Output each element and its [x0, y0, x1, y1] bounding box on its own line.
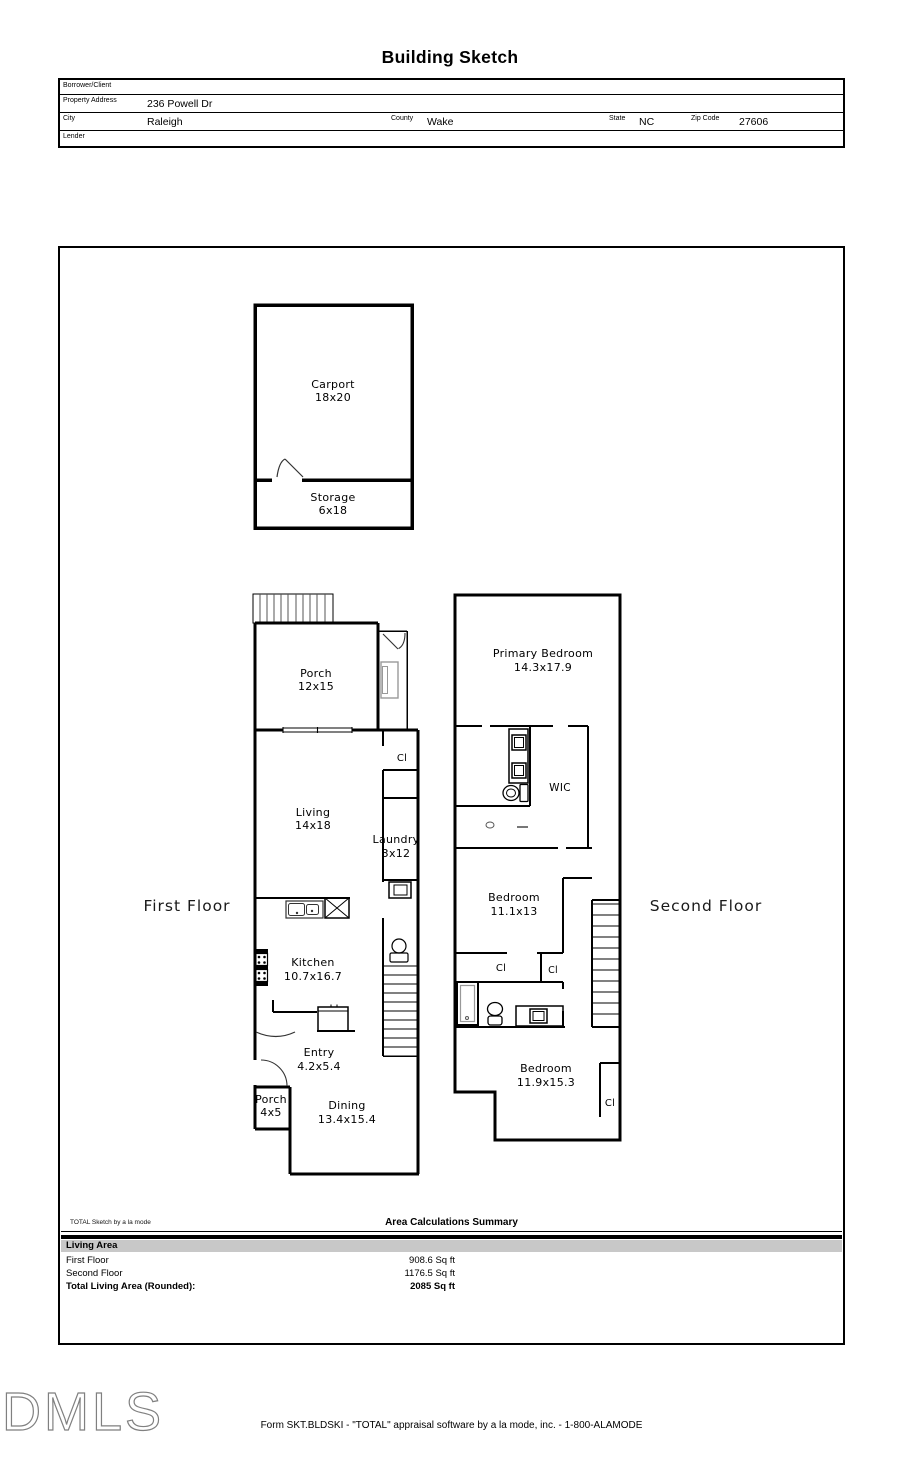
summary-row-label: Second Floor	[66, 1268, 123, 1279]
room-label-porch: Porch	[300, 667, 332, 680]
hall-shower-symbol	[457, 982, 478, 1025]
kitchen-arch	[256, 1032, 295, 1037]
room-dims-dining: 13.4x15.4	[317, 1113, 377, 1126]
wic-label: WIC	[549, 782, 571, 794]
closet-right-label: Cl	[548, 965, 558, 976]
room-dims-kitchen: 10.7x16.7	[283, 970, 343, 983]
nook-shelf-symbol	[381, 662, 398, 698]
toilet-symbol-primary-bath	[503, 785, 528, 802]
room-label-dining: Dining	[328, 1099, 366, 1112]
closet-label-first-floor: Cl	[396, 753, 408, 764]
living-area-section-bar: Living Area	[61, 1240, 842, 1252]
summary-row-label: First Floor	[66, 1255, 109, 1266]
room-label-porch-small: Porch	[255, 1093, 287, 1106]
second-floor-walls	[455, 595, 620, 1140]
kitchen-sink-symbol	[286, 901, 323, 918]
summary-row-value: 908.6 Sq ft	[409, 1255, 455, 1266]
summary-divider-line	[61, 1231, 842, 1232]
property-address-label: Property Address	[63, 97, 117, 104]
form-footer-text: Form SKT.BLDSKI - "TOTAL" appraisal software by a la mode, inc. - 1-800-ALAMODE	[260, 1420, 643, 1431]
toilet-symbol-first-floor	[390, 939, 408, 962]
entry-door-swing	[261, 1060, 287, 1086]
state-value: NC	[639, 116, 655, 128]
toilet-symbol-hall-bath	[488, 1003, 503, 1026]
cooktop-x-symbol	[325, 898, 349, 918]
second-floor-title: Second Floor	[649, 897, 763, 915]
vanity-double-sink-symbol	[509, 729, 528, 783]
nook-door-swing	[383, 633, 405, 649]
zip-code-value: 27606	[739, 116, 769, 128]
city-value: Raleigh	[147, 116, 183, 128]
sketch-branding-text: TOTAL Sketch by a la mode	[70, 1219, 151, 1226]
room-label-bedroom-mid: Bedroom	[488, 891, 540, 904]
room-label-kitchen: Kitchen	[291, 956, 335, 969]
summary-total-label: Total Living Area (Rounded):	[66, 1281, 196, 1292]
room-dims-porch-small: 4x5	[260, 1106, 282, 1119]
shower-fixture-symbols	[486, 822, 528, 828]
hall-vanity-symbol	[516, 1006, 563, 1026]
state-label: State	[609, 115, 626, 122]
room-dims-bedroom-mid: 11.1x13	[490, 905, 538, 918]
county-value: Wake	[427, 116, 454, 128]
room-dims-bedroom-bottom: 11.9x15.3	[516, 1076, 576, 1089]
city-label: City	[63, 115, 76, 122]
property-address-value: 236 Powell Dr	[147, 98, 213, 110]
porch-windows	[283, 727, 352, 734]
summary-row-value: 1176.5 Sq ft	[404, 1268, 455, 1279]
room-dims-primary-bedroom: 14.3x17.9	[513, 661, 573, 674]
room-dims-porch: 12x15	[297, 680, 335, 693]
porch-steps-hatch	[253, 594, 333, 623]
dmls-logo: DMLS	[2, 1382, 165, 1442]
staircase-first-floor	[384, 966, 417, 1047]
room-label-bedroom-bottom: Bedroom	[520, 1062, 572, 1075]
range-burners-symbol	[255, 949, 268, 986]
closet-bottom-label: Cl	[604, 1098, 616, 1109]
room-label-living: Living	[295, 806, 331, 819]
room-label-carport: Carport	[311, 378, 355, 391]
room-label-primary-bedroom: Primary Bedroom	[492, 647, 594, 660]
room-label-laundry: Laundry	[372, 833, 420, 846]
room-label-entry: Entry	[303, 1046, 335, 1059]
room-dims-entry: 4.2x5.4	[297, 1060, 341, 1073]
summary-black-band	[61, 1235, 842, 1239]
room-dims-living: 14x18	[294, 819, 332, 832]
room-dims-carport: 18x20	[314, 391, 352, 404]
room-dims-storage: 6x18	[318, 504, 348, 517]
carport-door-swing	[277, 459, 303, 477]
staircase-second-floor	[593, 904, 619, 1014]
room-label-storage: Storage	[310, 491, 356, 504]
room-dims-laundry: 3x12	[381, 847, 411, 860]
borrower-label: Borrower/Client	[63, 82, 112, 89]
closet-left-label: Cl	[495, 963, 507, 974]
lender-label: Lender	[63, 133, 85, 140]
page-title: Building Sketch	[381, 47, 519, 67]
washer-symbol	[389, 882, 411, 898]
refrigerator-symbol	[318, 1005, 348, 1032]
county-label: County	[391, 115, 414, 122]
summary-total-value: 2085 Sq ft	[410, 1281, 455, 1292]
zip-code-label: Zip Code	[691, 115, 720, 122]
summary-heading: Area Calculations Summary	[385, 1217, 518, 1228]
first-floor-title: First Floor	[143, 897, 231, 915]
